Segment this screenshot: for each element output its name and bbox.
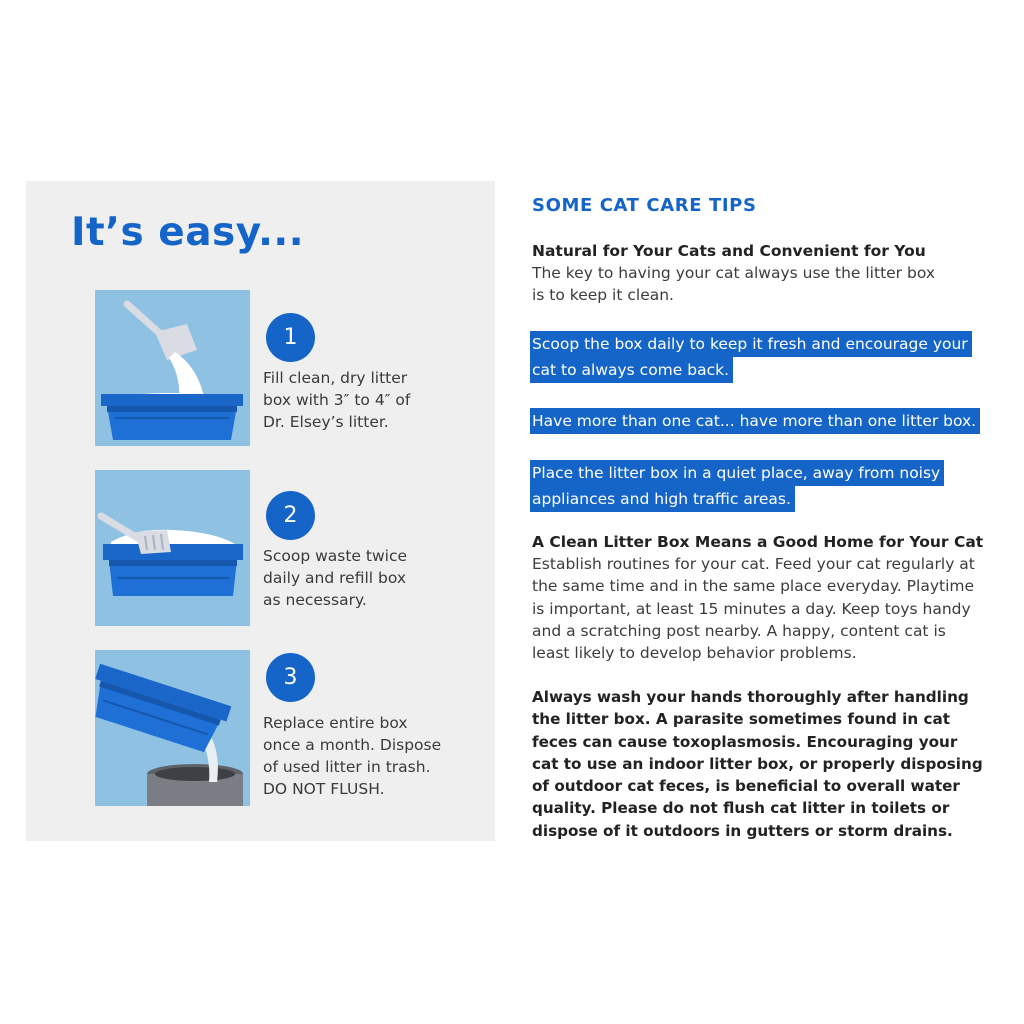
section-2-title: A Clean Litter Box Means a Good Home for Your Cat [532, 533, 984, 551]
step-2-illustration [95, 470, 250, 626]
highlight-tip-1 [530, 331, 972, 383]
step-1-badge: 1 [266, 313, 315, 362]
litter-scoop-illustration [95, 470, 250, 626]
panel-title: It’s easy... [71, 210, 305, 255]
highlight-tip-2-line-1: Have more than one cat... have more than one litter box. [530, 408, 980, 434]
highlight-tip-3-line-2: appliances and high traffic areas. [530, 486, 795, 512]
litter-dump-illustration [95, 650, 250, 806]
step-2-text: Scoop waste twice daily and refill box as necessary. [263, 547, 408, 609]
highlight-tip-1-line-2: cat to always come back. [530, 357, 733, 383]
step-3-badge: 3 [266, 653, 315, 702]
tips-heading: SOME CAT CARE TIPS [532, 195, 757, 216]
litter-pour-illustration [95, 290, 250, 446]
step-1-illustration [95, 290, 250, 446]
section-2-body: Establish routines for your cat. Feed your cat regularly at the same time and in the same place everyday. Playtime is important, at least 15 minutes a day. Keep toys handy and a scratching post nearby. A happy, content cat is least likely to develop behavior problems. [532, 555, 975, 663]
step-1-text: Fill clean, dry litter box with 3″ to 4″ of Dr. Elsey’s litter. [263, 369, 411, 431]
hygiene-warning: Always wash your hands thoroughly after handling the litter box. A parasite sometimes found in cat feces can cause toxoplasmosis. Encouraging your cat to use an indoor litter box, or properly disposing of outdoor cat feces, is beneficial to overall water quality. Please do not flush cat litter in toilets or dispose of it outdoors in gutters or storm drains. [532, 688, 983, 840]
highlight-tip-3-line-1: Place the litter box in a quiet place, away from noisy [530, 460, 944, 486]
step-2-badge: 2 [266, 491, 315, 540]
section-1-body: The key to having your cat always use the litter box is to keep it clean. [532, 264, 935, 305]
highlight-tip-3 [530, 460, 944, 512]
step-3-text: Replace entire box once a month. Dispose of used litter in trash. DO NOT FLUSH. [263, 714, 442, 798]
step-3-illustration [95, 650, 250, 806]
section-1-title: Natural for Your Cats and Convenient for You [532, 242, 926, 260]
highlight-tip-2 [530, 408, 980, 434]
highlight-tip-1-line-1: Scoop the box daily to keep it fresh and encourage your [530, 331, 972, 357]
